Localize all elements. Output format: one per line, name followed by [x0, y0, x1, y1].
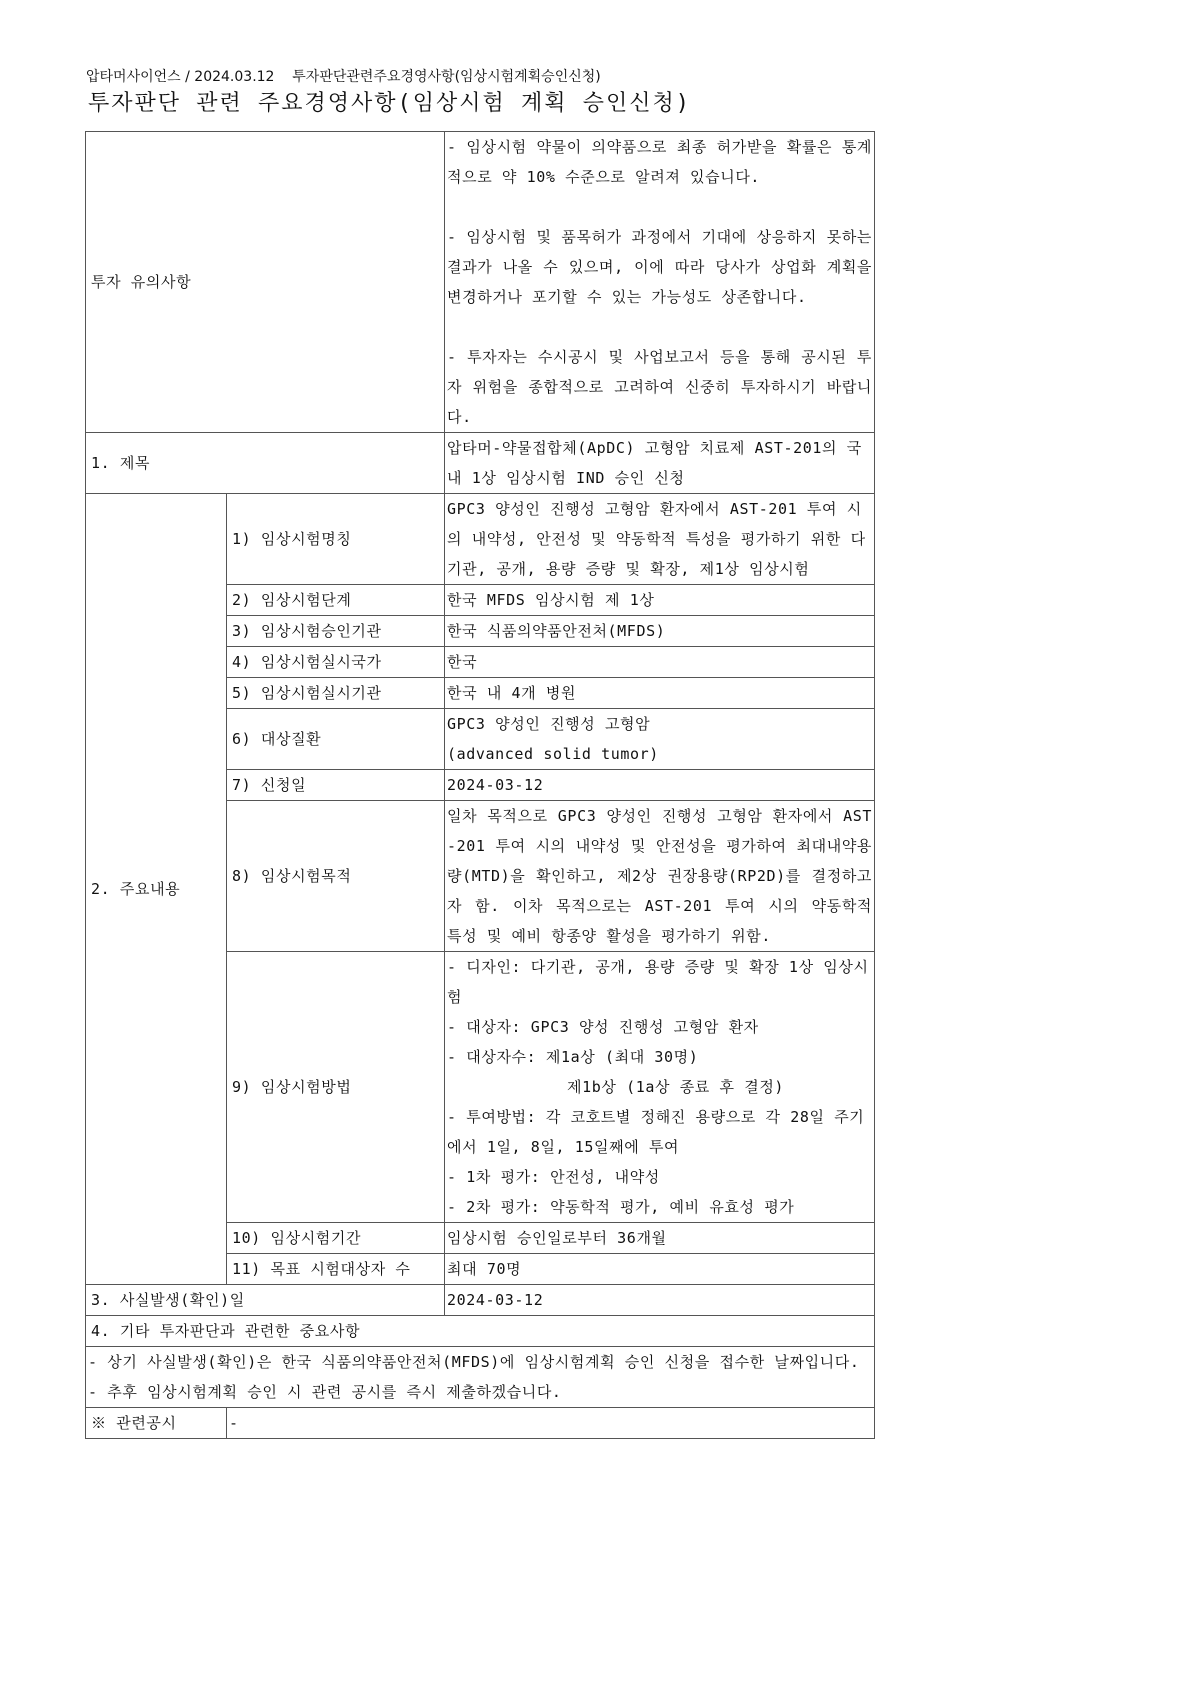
trial-sites-value: 한국 내 4개 병원 — [445, 678, 875, 709]
application-date-label: 7) 신청일 — [227, 770, 445, 801]
caution-paragraph-3: - 투자자는 수시공시 및 사업보고서 등을 통해 공시된 투자 위험을 종합적으로 고려하여 신중히 투자하시기 바랍니다. — [447, 348, 873, 426]
method-eval-2: - 2차 평가: 약동학적 평가, 예비 유효성 평가 — [447, 1198, 795, 1216]
subject-row — [86, 433, 875, 494]
caution-row — [86, 132, 875, 433]
other-content — [86, 1347, 875, 1408]
method-design: - 디자인: 다기관, 공개, 용량 증량 및 확장 1상 임상시험 — [447, 958, 869, 1006]
related-value: - — [227, 1408, 875, 1439]
trial-sites-label: 5) 임상시험실시기관 — [227, 678, 445, 709]
method-count-2: 제1b상 (1a상 종료 후 결정) — [567, 1078, 785, 1096]
method-subjects: - 대상자: GPC3 양성 진행성 고형암 환자 — [447, 1018, 759, 1036]
disclosure-table — [85, 131, 875, 1439]
trial-purpose-label: 8) 임상시험목적 — [227, 801, 445, 952]
main-content-label: 2. 주요내용 — [86, 494, 227, 1285]
trial-method-value — [445, 952, 875, 1223]
trial-name-label: 1) 임상시험명칭 — [227, 494, 445, 585]
caution-content — [445, 132, 875, 433]
approval-agency-label: 3) 임상시험승인기관 — [227, 616, 445, 647]
trial-period-label: 10) 임상시험기간 — [227, 1223, 445, 1254]
target-disease-line-1: GPC3 양성인 진행성 고형암 — [447, 715, 651, 733]
fact-date-row — [86, 1285, 875, 1316]
caution-paragraph-1: - 임상시험 약물이 의약품으로 최종 허가받을 확률은 통계적으로 약 10% 수준으로 알려져 있습니다. — [447, 138, 873, 186]
method-eval-1: - 1차 평가: 안전성, 내약성 — [447, 1168, 660, 1186]
trial-method-label: 9) 임상시험방법 — [227, 952, 445, 1223]
other-line-2: - 추후 임상시험계획 승인 시 관련 공시를 즉시 제출하겠습니다. — [88, 1383, 562, 1401]
application-date-value: 2024-03-12 — [445, 770, 875, 801]
page-title: 투자판단 관련 주요경영사항(임상시험 계획 승인신청) — [88, 91, 692, 116]
other-content-row — [86, 1347, 875, 1408]
trial-country-value: 한국 — [445, 647, 875, 678]
header-report-type: 투자판단관련주요경영사항(임상시험계획승인신청) — [292, 69, 601, 85]
trial-phase-value: 한국 MFDS 임상시험 제 1상 — [445, 585, 875, 616]
header-date: 2024.03.12 — [194, 69, 275, 85]
header-line: 압타머사이언스 / 2024.03.12 투자판단관련주요경영사항(임상시험계획승인신청) — [86, 69, 601, 85]
fact-date-value: 2024-03-12 — [445, 1285, 875, 1316]
target-subjects-value: 최대 70명 — [445, 1254, 875, 1285]
related-row — [86, 1408, 875, 1439]
other-header-row — [86, 1316, 875, 1347]
subject-value: 압타머-약물접합체(ApDC) 고형암 치료제 AST-201의 국내 1상 임상시험 IND 승인 신청 — [445, 433, 875, 494]
trial-purpose-value: 일차 목적으로 GPC3 양성인 진행성 고형암 환자에서 AST-201 투여 시의 내약성 및 안전성을 평가하여 최대내약용량(MTD)을 확인하고, 제2상 권장용량(RP2D)를 결정하고자 함. 이차 목적으로는 AST-201 투여 시의 약동학적 특성 및 예비 항종양 활성을 평가하기 위함. — [445, 801, 875, 952]
other-label: 4. 기타 투자판단과 관련한 중요사항 — [86, 1316, 875, 1347]
subject-label: 1. 제목 — [86, 433, 445, 494]
target-disease-line-2: (advanced solid tumor) — [447, 745, 659, 763]
trial-name-value: GPC3 양성인 진행성 고형암 환자에서 AST-201 투여 시의 내약성, 안전성 및 약동학적 특성을 평가하기 위한 다기관, 공개, 용량 증량 및 확장, 제1상 임상시험 — [445, 494, 875, 585]
related-label: ※ 관련공시 — [86, 1408, 227, 1439]
method-count-1: - 대상자수: 제1a상 (최대 30명) — [447, 1048, 699, 1066]
trial-country-label: 4) 임상시험실시국가 — [227, 647, 445, 678]
target-subjects-label: 11) 목표 시험대상자 수 — [227, 1254, 445, 1285]
fact-date-label: 3. 사실발생(확인)일 — [86, 1285, 445, 1316]
header-company: 압타머사이언스 — [86, 69, 181, 85]
approval-agency-value: 한국 식품의약품안전처(MFDS) — [445, 616, 875, 647]
caution-paragraph-2: - 임상시험 및 품목허가 과정에서 기대에 상응하지 못하는 결과가 나올 수 있으며, 이에 따라 당사가 상업화 계획을 변경하거나 포기할 수 있는 가능성도 상존합니다. — [447, 228, 873, 306]
trial-phase-label: 2) 임상시험단계 — [227, 585, 445, 616]
trial-period-value: 임상시험 승인일로부터 36개월 — [445, 1223, 875, 1254]
main-row-1 — [86, 494, 875, 585]
target-disease-value — [445, 709, 875, 770]
target-disease-label: 6) 대상질환 — [227, 709, 445, 770]
other-line-1: - 상기 사실발생(확인)은 한국 식품의약품안전처(MFDS)에 임상시험계획 승인 신청을 접수한 날짜입니다. — [88, 1353, 860, 1371]
method-dosing: - 투여방법: 각 코호트별 정해진 용량으로 각 28일 주기에서 1일, 8일, 15일째에 투여 — [447, 1108, 865, 1156]
caution-label: 투자 유의사항 — [86, 132, 445, 433]
